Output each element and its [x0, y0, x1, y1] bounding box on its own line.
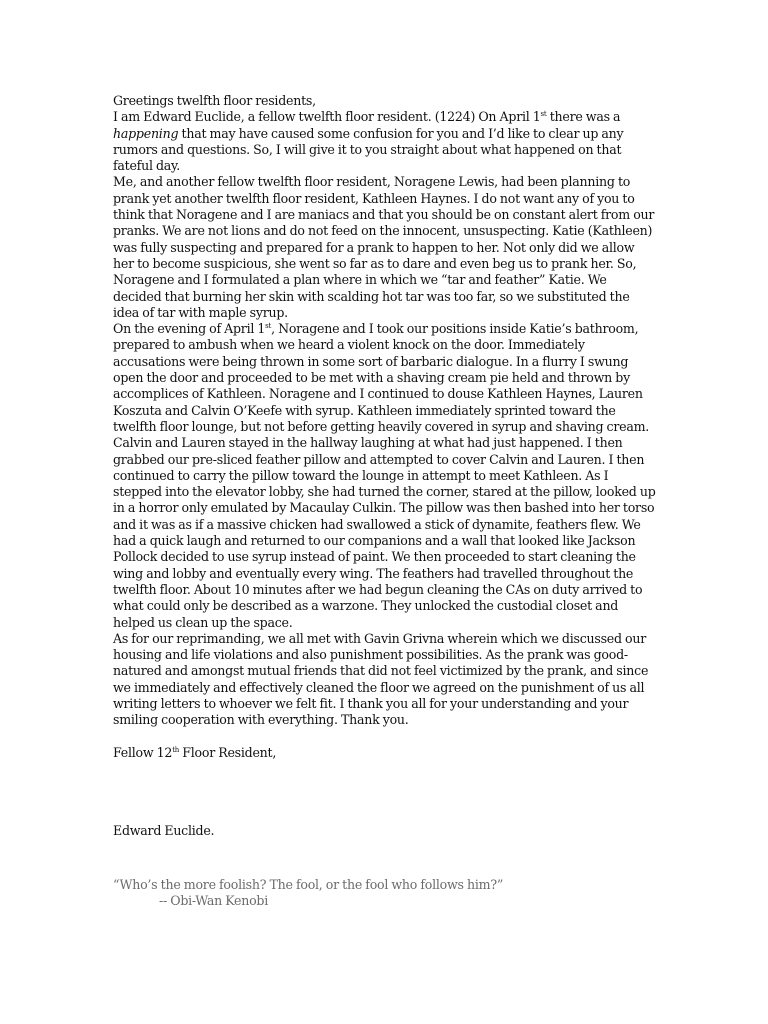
paragraph-events	[113, 321, 658, 631]
intro-text-c: that may have caused some confusion for you and I’d like to clear up any rumors and questions. So, I will give it to you straight about what happened on that fateful day.	[113, 125, 624, 174]
closing-text-a: Fellow 12	[113, 744, 173, 760]
closing-quote: “Who’s the more foolish? The fool, or the fool who follows him?”	[113, 877, 504, 893]
quote-spacer	[113, 839, 658, 877]
quote-attribution: -- Obi-Wan Kenobi	[159, 893, 269, 909]
intro-ordinal-suffix: st	[540, 110, 547, 119]
events-ordinal-suffix: st	[265, 321, 272, 330]
greeting: Greetings twelfth floor residents,	[113, 93, 316, 108]
closing-line	[113, 745, 658, 761]
intro-emphasis: happening	[113, 125, 179, 141]
intro-text-b: there was a	[546, 109, 621, 125]
signature-spacer	[113, 761, 658, 823]
closing-text-b: Floor Resident,	[179, 744, 277, 760]
paragraph-plan: Me, and another fellow twelfth floor resident, Noragene Lewis, had been planning to prank yet another twelfth floor resident, Kathleen Haynes. I do not want any of you to think that Noragene and I are maniacs and that you should be on constant alert from our pranks. We are not lions and do not feed on the innocent, unsuspecting. Katie (Kathleen) was fully suspecting and prepared for a prank to happen to her. Not only did we allow her to become suspicious, she went so far as to dare and even beg us to prank her. So, Noragene and I formulated a plan where in which we “tar and feather” Katie. We decided that burning her skin with scalding hot tar was too far, so we substituted the idea of tar with maple syrup.	[113, 174, 655, 320]
events-text-b: , Noragene and I took our positions inside Katie’s bathroom, prepared to ambush when we heard a violent knock on the door. Immediately accusations were being thrown in some sort of barbaric dialogue. In a flurry I swung open the door and proceeded to be met with a shaving cream pie held and thrown by accomplices of Kathleen. Noragene and I continued to douse Kathleen Haynes, Lauren Koszuta and Calvin O’Keefe with syrup. Kathleen immediately sprinted toward the twelfth floor lounge, but not before getting heavily covered in syrup and shaving cream. Calvin and Lauren stayed in the hallway laughing at what had just happened. I then grabbed our pre-sliced feather pillow and attempted to cover Calvin and Lauren. I then continued to carry the pillow toward the lounge in attempt to meet Kathleen. As I stepped into the elevator lobby, she had turned the corner, stared at the pillow, looked up in a horror only emulated by Macaulay Culkin. The pillow was then bashed into her torso and it was as if a massive chicken had swallowed a stick of dynamite, feathers flew. We had a quick laugh and returned to our companions and a wall that looked like Jackson Pollock decided to use syrup instead of paint. We then proceeded to start cleaning the wing and lobby and eventually every wing. The feathers had travelled throughout the twelfth floor. About 10 minutes after we had begun cleaning the CAs on duty arrived to what could only be described as a warzone. They unlocked the custodial closet and helped us clean up the space.	[113, 321, 656, 630]
letter-body	[113, 93, 658, 910]
closing-ordinal-suffix: th	[172, 745, 180, 754]
intro-text-a: I am Edward Euclide, a fellow twelfth floor resident. (1224) On April 1	[113, 109, 541, 125]
paragraph-reprimand: As for our reprimanding, we all met with Gavin Grivna wherein which we discussed our housing and life violations and also punishment possibilities. As the prank was good-natured and amongst mutual friends that did not feel victimized by the prank, and since we immediately and effectively cleaned the floor we agreed on the punishment of us all writing letters to whoever we felt fit. I thank you all for your understanding and your smiling cooperation with everything. Thank you.	[113, 630, 649, 728]
signature: Edward Euclide.	[113, 822, 215, 838]
spacer	[113, 729, 658, 745]
paragraph-intro	[113, 109, 658, 174]
events-text-a: On the evening of April 1	[113, 321, 266, 337]
